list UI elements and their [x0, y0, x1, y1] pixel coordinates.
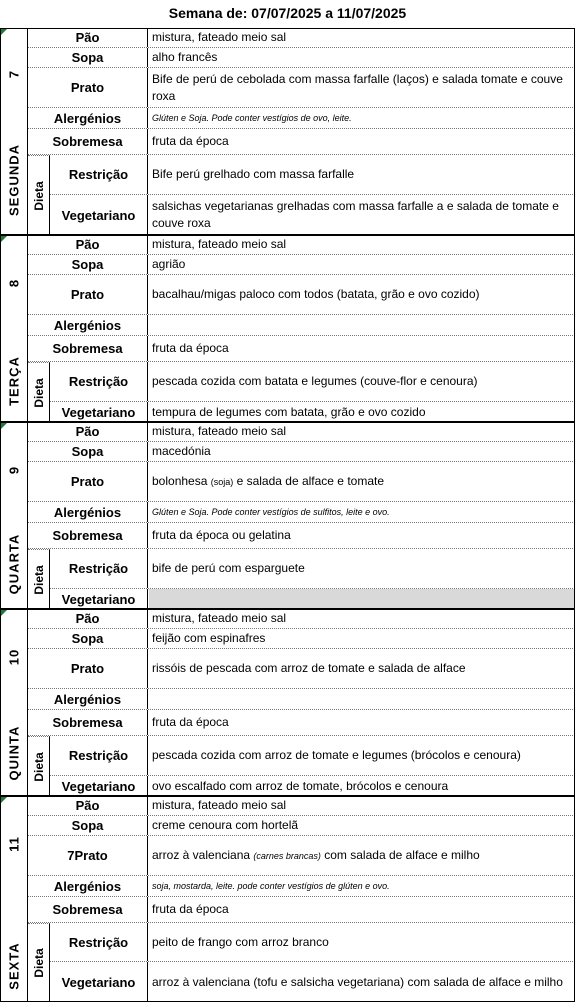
value-restricao: Bife perú grelhado com massa farfalle [152, 167, 355, 181]
value-sobremesa: fruta da época ou gelatina [152, 528, 291, 542]
value-prato: rissóis de pescada com arroz de tomate e salada de alface [152, 661, 466, 675]
value-vegetariano: arroz à valenciana (tofu e salsicha vegetariana) com salada de alface e milho [152, 974, 563, 989]
day-name: QUINTA [6, 725, 22, 781]
row-pao [28, 28, 575, 48]
label-restricao: Restrição [50, 362, 148, 401]
label-restricao: Restrição [50, 549, 148, 588]
row-restricao [50, 155, 575, 195]
label-pao: Pão [28, 796, 148, 815]
label-sopa: Sopa [28, 442, 148, 461]
value-pao: mistura, fateado meio sal [152, 424, 287, 438]
label-dieta: Dieta [32, 948, 46, 978]
value-prato [149, 462, 575, 501]
row-sopa [28, 442, 575, 462]
row-sobremesa [28, 710, 575, 736]
value-pao: mistura, fateado meio sal [152, 798, 287, 812]
day-number: 7 [6, 69, 22, 79]
label-restricao: Restrição [50, 155, 148, 194]
label-alergenios: Alergénios [28, 108, 148, 128]
value-restricao: pescada cozida com arroz de tomate e legumes (brócolos e cenoura) [152, 748, 521, 762]
day-block-sexta [0, 796, 575, 1002]
label-restricao: Restrição [50, 923, 148, 961]
value-vegetariano: salsichas vegetarianas grelhadas com massa farfalle a e salada de tomate e couve roxa [152, 199, 559, 230]
row-sopa [28, 816, 575, 836]
dieta-column [28, 155, 50, 235]
value-alergenios [149, 315, 575, 335]
value-vegetariano: ovo escalfado com arroz de tomate, brócolos e cenoura [152, 778, 449, 793]
value-pao: mistura, fateado meio sal [152, 611, 287, 625]
row-restricao [50, 923, 575, 962]
label-sopa: Sopa [28, 48, 148, 67]
value-sopa: agrião [152, 257, 186, 271]
row-sobremesa [28, 336, 575, 362]
value-alergenios: Glúten e Soja. Pode conter vestígios de ovo, leite. [152, 112, 352, 123]
dieta-column [28, 923, 50, 1002]
label-pao: Pão [28, 422, 148, 441]
label-prato: 7Prato [28, 836, 148, 875]
row-restricao [50, 549, 575, 589]
label-prato: Prato [28, 275, 148, 314]
label-prato: Prato [28, 649, 148, 688]
value-pao: mistura, fateado meio sal [152, 237, 287, 251]
label-alergenios: Alergénios [28, 502, 148, 522]
row-sobremesa [28, 523, 575, 549]
value-prato: bacalhau/migas paloco com todos (batata, grão e ovo cozido) [152, 287, 480, 301]
row-prato [28, 649, 575, 689]
day-number: 9 [6, 465, 22, 475]
day-column [0, 235, 28, 422]
value-vegetariano [149, 589, 575, 609]
weekly-menu-table [0, 28, 575, 1003]
label-dieta: Dieta [32, 751, 46, 782]
dieta-column [28, 736, 50, 796]
prato-text-b: com salada de alface e milho [320, 847, 480, 862]
green-corner-marker [1, 236, 7, 242]
label-dieta: Dieta [32, 180, 46, 211]
day-number: 8 [6, 278, 22, 288]
value-sobremesa: fruta da época [152, 902, 229, 916]
row-alergenios [28, 876, 575, 897]
label-sopa: Sopa [28, 255, 148, 274]
value-prato: Bife de perú de cebolada com massa farfalle (laços) e salada tomate e couve roxa [152, 71, 563, 103]
value-sopa: alho francês [152, 50, 218, 64]
day-block-quarta [0, 422, 575, 609]
row-alergenios [28, 108, 575, 129]
label-pao: Pão [28, 28, 148, 47]
prato-text-a: bolonhesa [152, 473, 211, 488]
value-sopa: creme cenoura com hortelã [152, 818, 299, 832]
row-alergenios [28, 315, 575, 336]
row-prato [28, 275, 575, 315]
label-pao: Pão [28, 235, 148, 254]
prato-text-sub: (soja) [210, 476, 234, 487]
prato-text-b: e salada de alface e tomate [233, 473, 385, 488]
green-corner-marker [1, 797, 7, 803]
label-vegetariano: Vegetariano [50, 195, 148, 235]
value-vegetariano: tempura de legumes com batata, grão e ovo cozido [152, 404, 426, 419]
row-alergenios [28, 502, 575, 523]
dieta-column [28, 362, 50, 422]
label-vegetariano: Vegetariano [50, 589, 148, 609]
day-name: SEXTA [6, 942, 22, 990]
label-alergenios: Alergénios [28, 876, 148, 896]
label-sobremesa: Sobremesa [28, 897, 148, 922]
row-vegetariano [50, 589, 575, 609]
label-sobremesa: Sobremesa [28, 336, 148, 361]
value-alergenios: soja, mostarda, leite. pode conter vestígios de glúten e ovo. [152, 880, 390, 891]
page-title: Semana de: 07/07/2025 a 11/07/2025 [168, 5, 407, 21]
prato-text-sub: (carnes brancas) [253, 850, 321, 861]
row-restricao [50, 736, 575, 776]
value-prato [149, 836, 575, 875]
day-block-terca [0, 235, 575, 422]
row-prato [28, 68, 575, 108]
dieta-column [28, 549, 50, 609]
value-alergenios [149, 689, 575, 709]
prato-text-a: arroz à valenciana [152, 847, 254, 862]
row-pao [28, 796, 575, 816]
label-vegetariano: Vegetariano [50, 402, 148, 422]
row-alergenios [28, 689, 575, 710]
day-number: 11 [6, 836, 22, 852]
row-pao [28, 235, 575, 255]
row-pao [28, 609, 575, 629]
row-prato [28, 462, 575, 502]
row-pao [28, 422, 575, 442]
row-sopa [28, 255, 575, 275]
value-alergenios: Glúten e Soja. Pode conter vestígios de sulfitos, leite e ovo. [152, 506, 390, 517]
label-sobremesa: Sobremesa [28, 710, 148, 735]
row-sopa [28, 48, 575, 68]
value-restricao: pescada cozida com batata e legumes (couve-flor e cenoura) [152, 374, 478, 388]
day-number: 10 [6, 648, 22, 666]
day-name: SEGUNDA [6, 143, 22, 217]
label-vegetariano: Vegetariano [50, 962, 148, 1002]
label-vegetariano: Vegetariano [50, 776, 148, 796]
value-pao: mistura, fateado meio sal [152, 30, 287, 44]
label-alergenios: Alergénios [28, 689, 148, 709]
day-column [0, 609, 28, 796]
day-name: QUARTA [6, 533, 22, 595]
row-vegetariano [50, 962, 575, 1002]
label-prato: Prato [28, 68, 148, 107]
row-sobremesa [28, 129, 575, 155]
label-pao: Pão [28, 609, 148, 628]
label-restricao: Restrição [50, 736, 148, 775]
label-prato: Prato [28, 462, 148, 501]
label-dieta: Dieta [32, 377, 46, 408]
row-prato [28, 836, 575, 876]
value-sopa: feijão com espinafres [152, 631, 266, 645]
value-sobremesa: fruta da época [152, 715, 229, 729]
row-restricao [50, 362, 575, 402]
day-column [0, 796, 28, 1002]
day-column [0, 28, 28, 235]
row-vegetariano [50, 402, 575, 422]
label-alergenios: Alergénios [28, 315, 148, 335]
value-restricao: peito de frango com arroz branco [152, 934, 329, 949]
value-sobremesa: fruta da época [152, 341, 229, 355]
value-restricao: bife de perú com esparguete [152, 561, 305, 575]
day-column [0, 422, 28, 609]
day-block-segunda [0, 28, 575, 235]
label-dieta: Dieta [32, 564, 46, 595]
row-sobremesa [28, 897, 575, 923]
green-corner-marker [1, 29, 7, 35]
day-name: TERÇA [6, 356, 22, 406]
green-corner-marker [1, 610, 7, 616]
row-vegetariano [50, 776, 575, 796]
label-sobremesa: Sobremesa [28, 129, 148, 154]
green-corner-marker [1, 423, 7, 429]
value-sobremesa: fruta da época [152, 134, 229, 148]
label-sopa: Sopa [28, 629, 148, 648]
row-sopa [28, 629, 575, 649]
label-sopa: Sopa [28, 816, 148, 835]
day-block-quinta [0, 609, 575, 796]
label-sobremesa: Sobremesa [28, 523, 148, 548]
value-sopa: macedónia [152, 444, 211, 458]
row-vegetariano [50, 195, 575, 235]
